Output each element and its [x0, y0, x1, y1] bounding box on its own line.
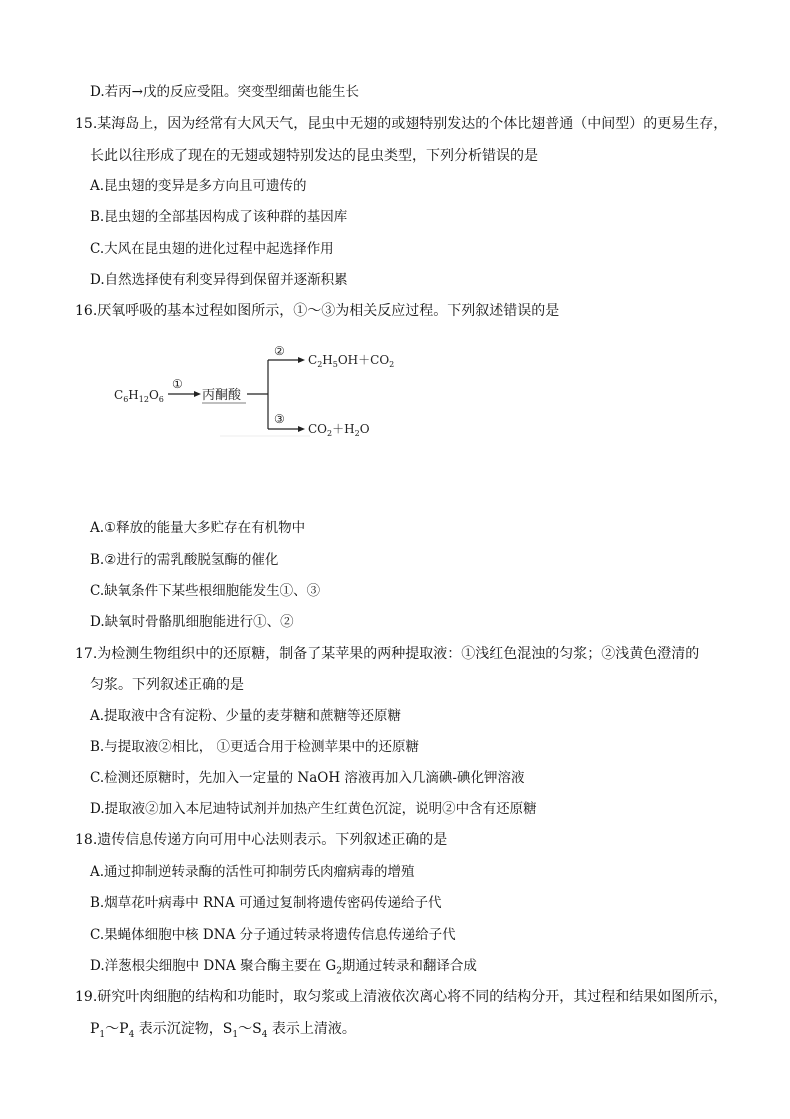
q14-option-d: D.若丙→戊的反应受阻。突变型细菌也能生长	[90, 84, 359, 100]
q15-stem-line2: 长此以往形成了现在的无翅或翅特别发达的昆虫类型，下列分析错误的是	[90, 148, 538, 164]
q19-stem-line1: 19.研究叶肉细胞的结构和功能时，取匀浆或上清液依次离心将不同的结构分开，其过程和结果如图所示，	[75, 989, 728, 1005]
step-2-marker: ②	[274, 344, 285, 358]
glucose-label: $C_6H_{12}O_6$	[114, 388, 164, 404]
anaerobic-respiration-diagram	[110, 336, 410, 446]
q16-option-d: D.缺氧时骨骼肌细胞能进行①、②	[90, 614, 294, 630]
q17-option-d: D.提取液②加入本尼迪特试剂并加热产生红黄色沉淀，说明②中含有还原糖	[90, 801, 537, 817]
q16-option-a: A.①释放的能量大多贮存在有机物中	[90, 520, 306, 536]
q15-option-a: A.昆虫翅的变异是多方向且可遗传的	[90, 178, 307, 194]
pyruvate-label: 丙酮酸	[202, 388, 242, 403]
q15-option-c: C.大风在昆虫翅的进化过程中起选择作用	[90, 241, 334, 257]
q16-stem: 16.厌氧呼吸的基本过程如图所示，①～③为相关反应过程。下列叙述错误的是	[75, 303, 560, 319]
step-1-marker: ①	[172, 377, 183, 391]
q17-option-b: B.与提取液②相比， ①更适合用于检测苹果中的还原糖	[90, 739, 420, 755]
q15-stem-line1: 15.某海岛上，因为经常有大风天气，昆虫中无翅的或翅特别发达的个体比翅普通（中间型）的更易生存，	[75, 116, 728, 132]
product-3-label: $CO_2+H_2O$	[308, 422, 370, 438]
q15-option-d: D.自然选择使有利变异得到保留并逐渐积累	[90, 272, 348, 288]
q17-option-a: A.提取液中含有淀粉、少量的麦芽糖和蔗糖等还原糖	[90, 708, 402, 724]
q18-option-b: B.烟草花叶病毒中 RNA 可通过复制将遗传密码传递给子代	[90, 895, 442, 911]
step-3-marker: ③	[274, 412, 285, 426]
q18-option-d: D.洋葱根尖细胞中 DNA 聚合酶主要在 $G_2$期通过转录和翻译合成	[90, 958, 477, 977]
q18-option-c: C.果蝇体细胞中核 DNA 分子通过转录将遗传信息传递给子代	[90, 927, 456, 943]
q17-stem-line1: 17.为检测生物组织中的还原糖，制备了某苹果的两种提取液：①浅红色混浊的匀浆；②浅黄色澄清的	[75, 646, 700, 662]
q18-option-a: A.通过抑制逆转录酶的活性可抑制劳氏肉瘤病毒的增殖	[90, 864, 415, 880]
q16-option-c: C.缺氧条件下某些根细胞能发生①、③	[90, 583, 321, 599]
q16-option-b: B.②进行的需乳酸脱氢酶的催化	[90, 552, 279, 568]
q15-option-b: B.昆虫翅的全部基因构成了该种群的基因库	[90, 209, 348, 225]
q17-stem-line2: 匀浆。下列叙述正确的是	[90, 677, 244, 693]
q18-stem: 18.遗传信息传递方向可用中心法则表示。下列叙述正确的是	[75, 832, 448, 848]
q17-option-c: C.检测还原糖时，先加入一定量的 NaOH 溶液再加入几滴碘-碘化钾溶液	[90, 770, 525, 786]
q19-stem-line2: $P_1\sim P_4$ 表示沉淀物，$S_1\sim S_4$ 表示上清液。	[90, 1021, 356, 1040]
product-2-label: $C_2H_5OH+CO_2$	[308, 353, 395, 369]
